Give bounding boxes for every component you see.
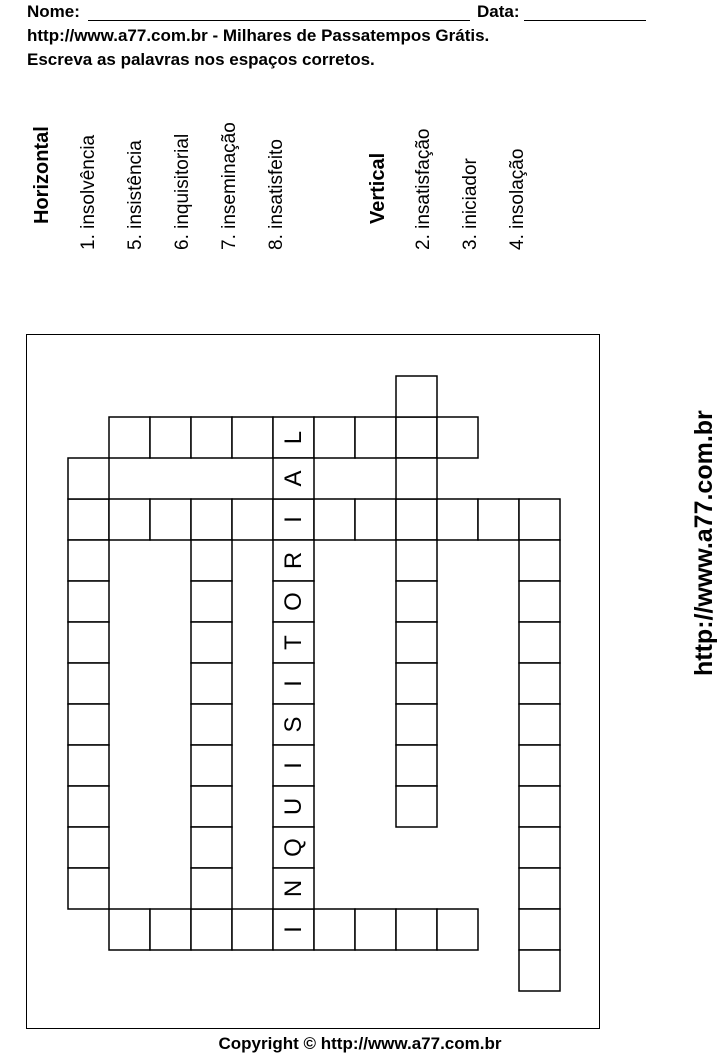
crossword-cell[interactable] xyxy=(396,499,437,540)
given-letter: T xyxy=(280,635,307,650)
horizontal-title: Horizontal xyxy=(31,126,53,224)
crossword-cell[interactable] xyxy=(109,499,150,540)
crossword-cell[interactable] xyxy=(68,622,109,663)
crossword-cell[interactable] xyxy=(519,868,560,909)
crossword-cell[interactable] xyxy=(191,663,232,704)
given-letter: L xyxy=(280,430,307,445)
given-letter: U xyxy=(280,797,307,816)
site-line: http://www.a77.com.br - Milhares de Passatempos Grátis. xyxy=(27,26,490,45)
given-letter: I xyxy=(280,926,307,933)
crossword-cell[interactable] xyxy=(437,909,478,950)
crossword-cell[interactable] xyxy=(396,458,437,499)
given-letter: Q xyxy=(280,838,307,857)
crossword-cell[interactable] xyxy=(232,909,273,950)
crossword-cell[interactable] xyxy=(109,909,150,950)
given-letter: N xyxy=(280,879,307,898)
crossword-cell[interactable] xyxy=(68,581,109,622)
crossword-cell[interactable] xyxy=(68,745,109,786)
crossword-cell[interactable] xyxy=(437,417,478,458)
crossword-cell[interactable] xyxy=(396,786,437,827)
crossword-cell[interactable] xyxy=(314,499,355,540)
crossword-cell[interactable] xyxy=(396,417,437,458)
given-letter: I xyxy=(280,762,307,769)
crossword-cell[interactable] xyxy=(150,417,191,458)
crossword-cell[interactable] xyxy=(191,909,232,950)
vertical-title: Vertical xyxy=(367,152,389,224)
given-letter: A xyxy=(280,470,307,487)
crossword-cell[interactable] xyxy=(191,786,232,827)
given-letter: O xyxy=(280,592,307,611)
crossword-cell[interactable] xyxy=(109,417,150,458)
crossword-cell[interactable] xyxy=(519,786,560,827)
crossword-cell[interactable] xyxy=(519,499,560,540)
crossword-cell[interactable] xyxy=(68,786,109,827)
horizontal-clue: 6. inquisitorial xyxy=(172,133,193,250)
crossword-cell[interactable] xyxy=(437,499,478,540)
crossword-cell[interactable] xyxy=(396,622,437,663)
horizontal-clue: 1. insolvência xyxy=(78,134,99,250)
crossword-cell[interactable] xyxy=(478,499,519,540)
crossword-cell[interactable] xyxy=(355,499,396,540)
crossword-cell[interactable] xyxy=(232,417,273,458)
crossword-cell[interactable] xyxy=(314,909,355,950)
crossword-cell[interactable] xyxy=(191,540,232,581)
copyright-footer: Copyright © http://www.a77.com.br xyxy=(218,1034,502,1053)
crossword-cell[interactable] xyxy=(519,540,560,581)
crossword-cell[interactable] xyxy=(68,704,109,745)
crossword-cell[interactable] xyxy=(396,540,437,581)
crossword-cell[interactable] xyxy=(191,499,232,540)
date-label: Data: xyxy=(477,2,520,21)
crossword-cell[interactable] xyxy=(396,704,437,745)
crossword-cell[interactable] xyxy=(396,909,437,950)
crossword-cell[interactable] xyxy=(519,745,560,786)
vertical-clue: 3. iniciador xyxy=(460,158,481,250)
crossword-cell[interactable] xyxy=(314,417,355,458)
crossword-cell[interactable] xyxy=(396,581,437,622)
side-url: http://www.a77.com.br xyxy=(690,410,718,676)
crossword-cell[interactable] xyxy=(519,950,560,991)
crossword-cell[interactable] xyxy=(519,827,560,868)
vertical-clue: 2. insatisfação xyxy=(413,128,434,250)
instructions: Escreva as palavras nos espaços corretos. xyxy=(27,50,375,69)
horizontal-clue: 7. inseminação xyxy=(219,122,240,250)
crossword-cell[interactable] xyxy=(68,540,109,581)
crossword-cell[interactable] xyxy=(355,417,396,458)
crossword-cell[interactable] xyxy=(191,622,232,663)
crossword-cell[interactable] xyxy=(519,909,560,950)
given-letter: I xyxy=(280,680,307,687)
crossword-cell[interactable] xyxy=(396,745,437,786)
crossword-cell[interactable] xyxy=(355,909,396,950)
crossword-cell[interactable] xyxy=(519,622,560,663)
crossword-cell[interactable] xyxy=(150,909,191,950)
crossword-cell[interactable] xyxy=(519,663,560,704)
crossword-cell[interactable] xyxy=(68,499,109,540)
name-label: Nome: xyxy=(27,2,80,21)
crossword-cell[interactable] xyxy=(191,417,232,458)
given-letter: R xyxy=(280,551,307,570)
crossword-cell[interactable] xyxy=(68,827,109,868)
crossword-cell[interactable] xyxy=(519,704,560,745)
crossword-cell[interactable] xyxy=(68,868,109,909)
crossword-cell[interactable] xyxy=(396,376,437,417)
crossword-cell[interactable] xyxy=(191,868,232,909)
crossword-cell[interactable] xyxy=(191,581,232,622)
crossword-cell[interactable] xyxy=(68,663,109,704)
crossword-cell[interactable] xyxy=(191,704,232,745)
crossword-cell[interactable] xyxy=(68,458,109,499)
horizontal-clue: 8. insatisfeito xyxy=(266,139,287,250)
crossword-cell[interactable] xyxy=(519,581,560,622)
crossword-cell[interactable] xyxy=(191,745,232,786)
vertical-clue: 4. insolação xyxy=(507,148,528,250)
given-letter: I xyxy=(280,516,307,523)
crossword-cell[interactable] xyxy=(396,663,437,704)
horizontal-clue: 5. insistência xyxy=(125,140,146,250)
crossword-cell[interactable] xyxy=(150,499,191,540)
crossword-cell[interactable] xyxy=(191,827,232,868)
crossword-cell[interactable] xyxy=(232,499,273,540)
given-letter: S xyxy=(280,716,307,733)
